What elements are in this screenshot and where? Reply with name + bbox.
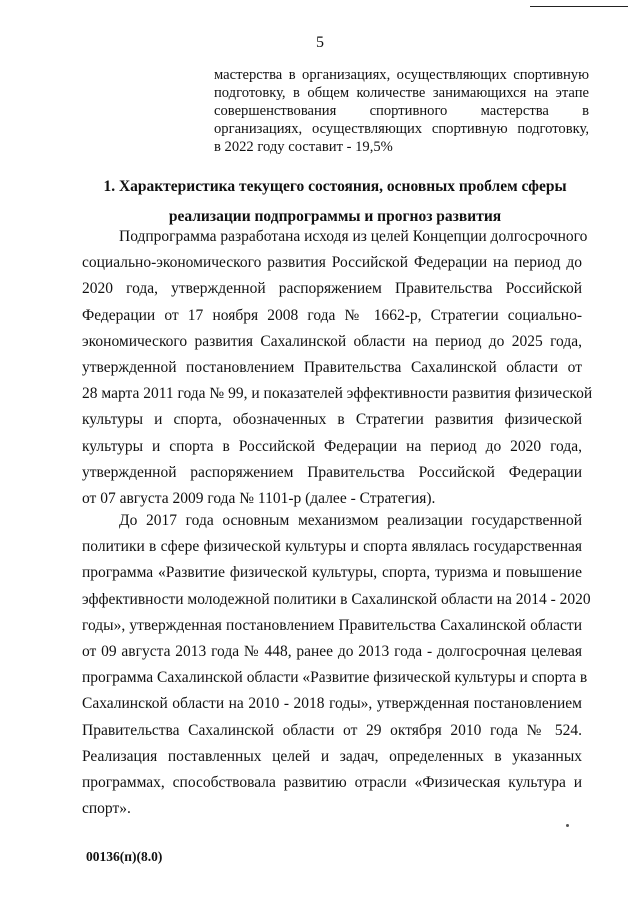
scan-speck: [566, 824, 569, 827]
heading-line: реализации подпрограммы и прогноз развития: [168, 208, 502, 225]
text-line: Федерации от 17 ноября 2008 года № 1662-р, Стратегии социально-: [82, 306, 582, 324]
document-code: 00136(п)(8.0): [86, 849, 163, 864]
text-line: от 09 августа 2013 года № 448, ранее до 2013 года - долгосрочная целевая: [82, 643, 582, 661]
section-heading: [80, 172, 590, 232]
text-line: Сахалинской области на 2010 - 2018 годы», утвержденная постановлением: [82, 695, 582, 713]
text-line: программа «Развитие физической культуры, спорта, туризма и повышение: [82, 564, 582, 582]
text-line: культуры и спорта в Российской Федерации на период до 2020 года,: [82, 437, 582, 455]
text-line: политики в сфере физической культуры и спорта являлась государственная: [82, 538, 582, 556]
text-line: в 2022 году составит - 19,5%: [214, 139, 393, 155]
text-line: 28 марта 2011 года № 99, и показателей эффективности развития физической: [82, 385, 593, 403]
text-line: годы», утвержденная постановлением Правительства Сахалинской области: [82, 616, 582, 634]
heading-line: 1. Характеристика текущего состояния, основных проблем сферы: [103, 178, 567, 195]
text-line: До 2017 года основным механизмом реализации государственной: [119, 512, 582, 529]
text-line: утвержденной постановлением Правительства Сахалинской области от: [82, 359, 582, 377]
text-line: социально-экономического развития Российской Федерации на период до: [82, 254, 582, 272]
continuation-text: [214, 66, 589, 156]
text-line: Реализация поставленных целей и задач, определенных в указанных: [82, 747, 582, 765]
text-line: программах, способствовала развитию отрасли «Физическая культура и: [82, 774, 582, 792]
text-line: 2020 года, утвержденной распоряжением Правительства Российской: [82, 280, 582, 298]
text-line: спорт».: [82, 800, 131, 818]
paragraph-2: [82, 508, 591, 822]
text-line: программа Сахалинской области «Развитие физической культуры и спорта в: [82, 669, 588, 687]
text-line: культуры и спорта, обозначенных в Стратегии развития физической: [82, 411, 582, 429]
text-line: Правительства Сахалинской области от 29 октября 2010 года № 524.: [82, 721, 582, 739]
text-line: эффективности молодежной политики в Сахалинской области на 2014 - 2020: [82, 590, 591, 608]
text-line: утвержденной распоряжением Правительства Российской Федерации: [82, 463, 582, 481]
text-line: экономического развития Сахалинской области на период до 2025 года,: [82, 332, 582, 350]
text-line: подготовку, в общем количестве занимающихся на этапе: [214, 85, 589, 101]
text-line: мастерства в организациях, осуществляющих спортивную: [214, 67, 589, 83]
text-line: Подпрограмма разработана исходя из целей Концепции долгосрочного: [119, 228, 588, 245]
text-line: совершенствования спортивного мастерства в: [214, 103, 589, 119]
page-number: 5: [316, 34, 324, 51]
text-line: от 07 августа 2009 года № 1101-р (далее - Стратегия).: [82, 490, 436, 508]
text-line: организациях, осуществляющих спортивную подготовку,: [214, 121, 589, 137]
paragraph-1: [82, 224, 593, 512]
top-rule: [530, 6, 628, 7]
